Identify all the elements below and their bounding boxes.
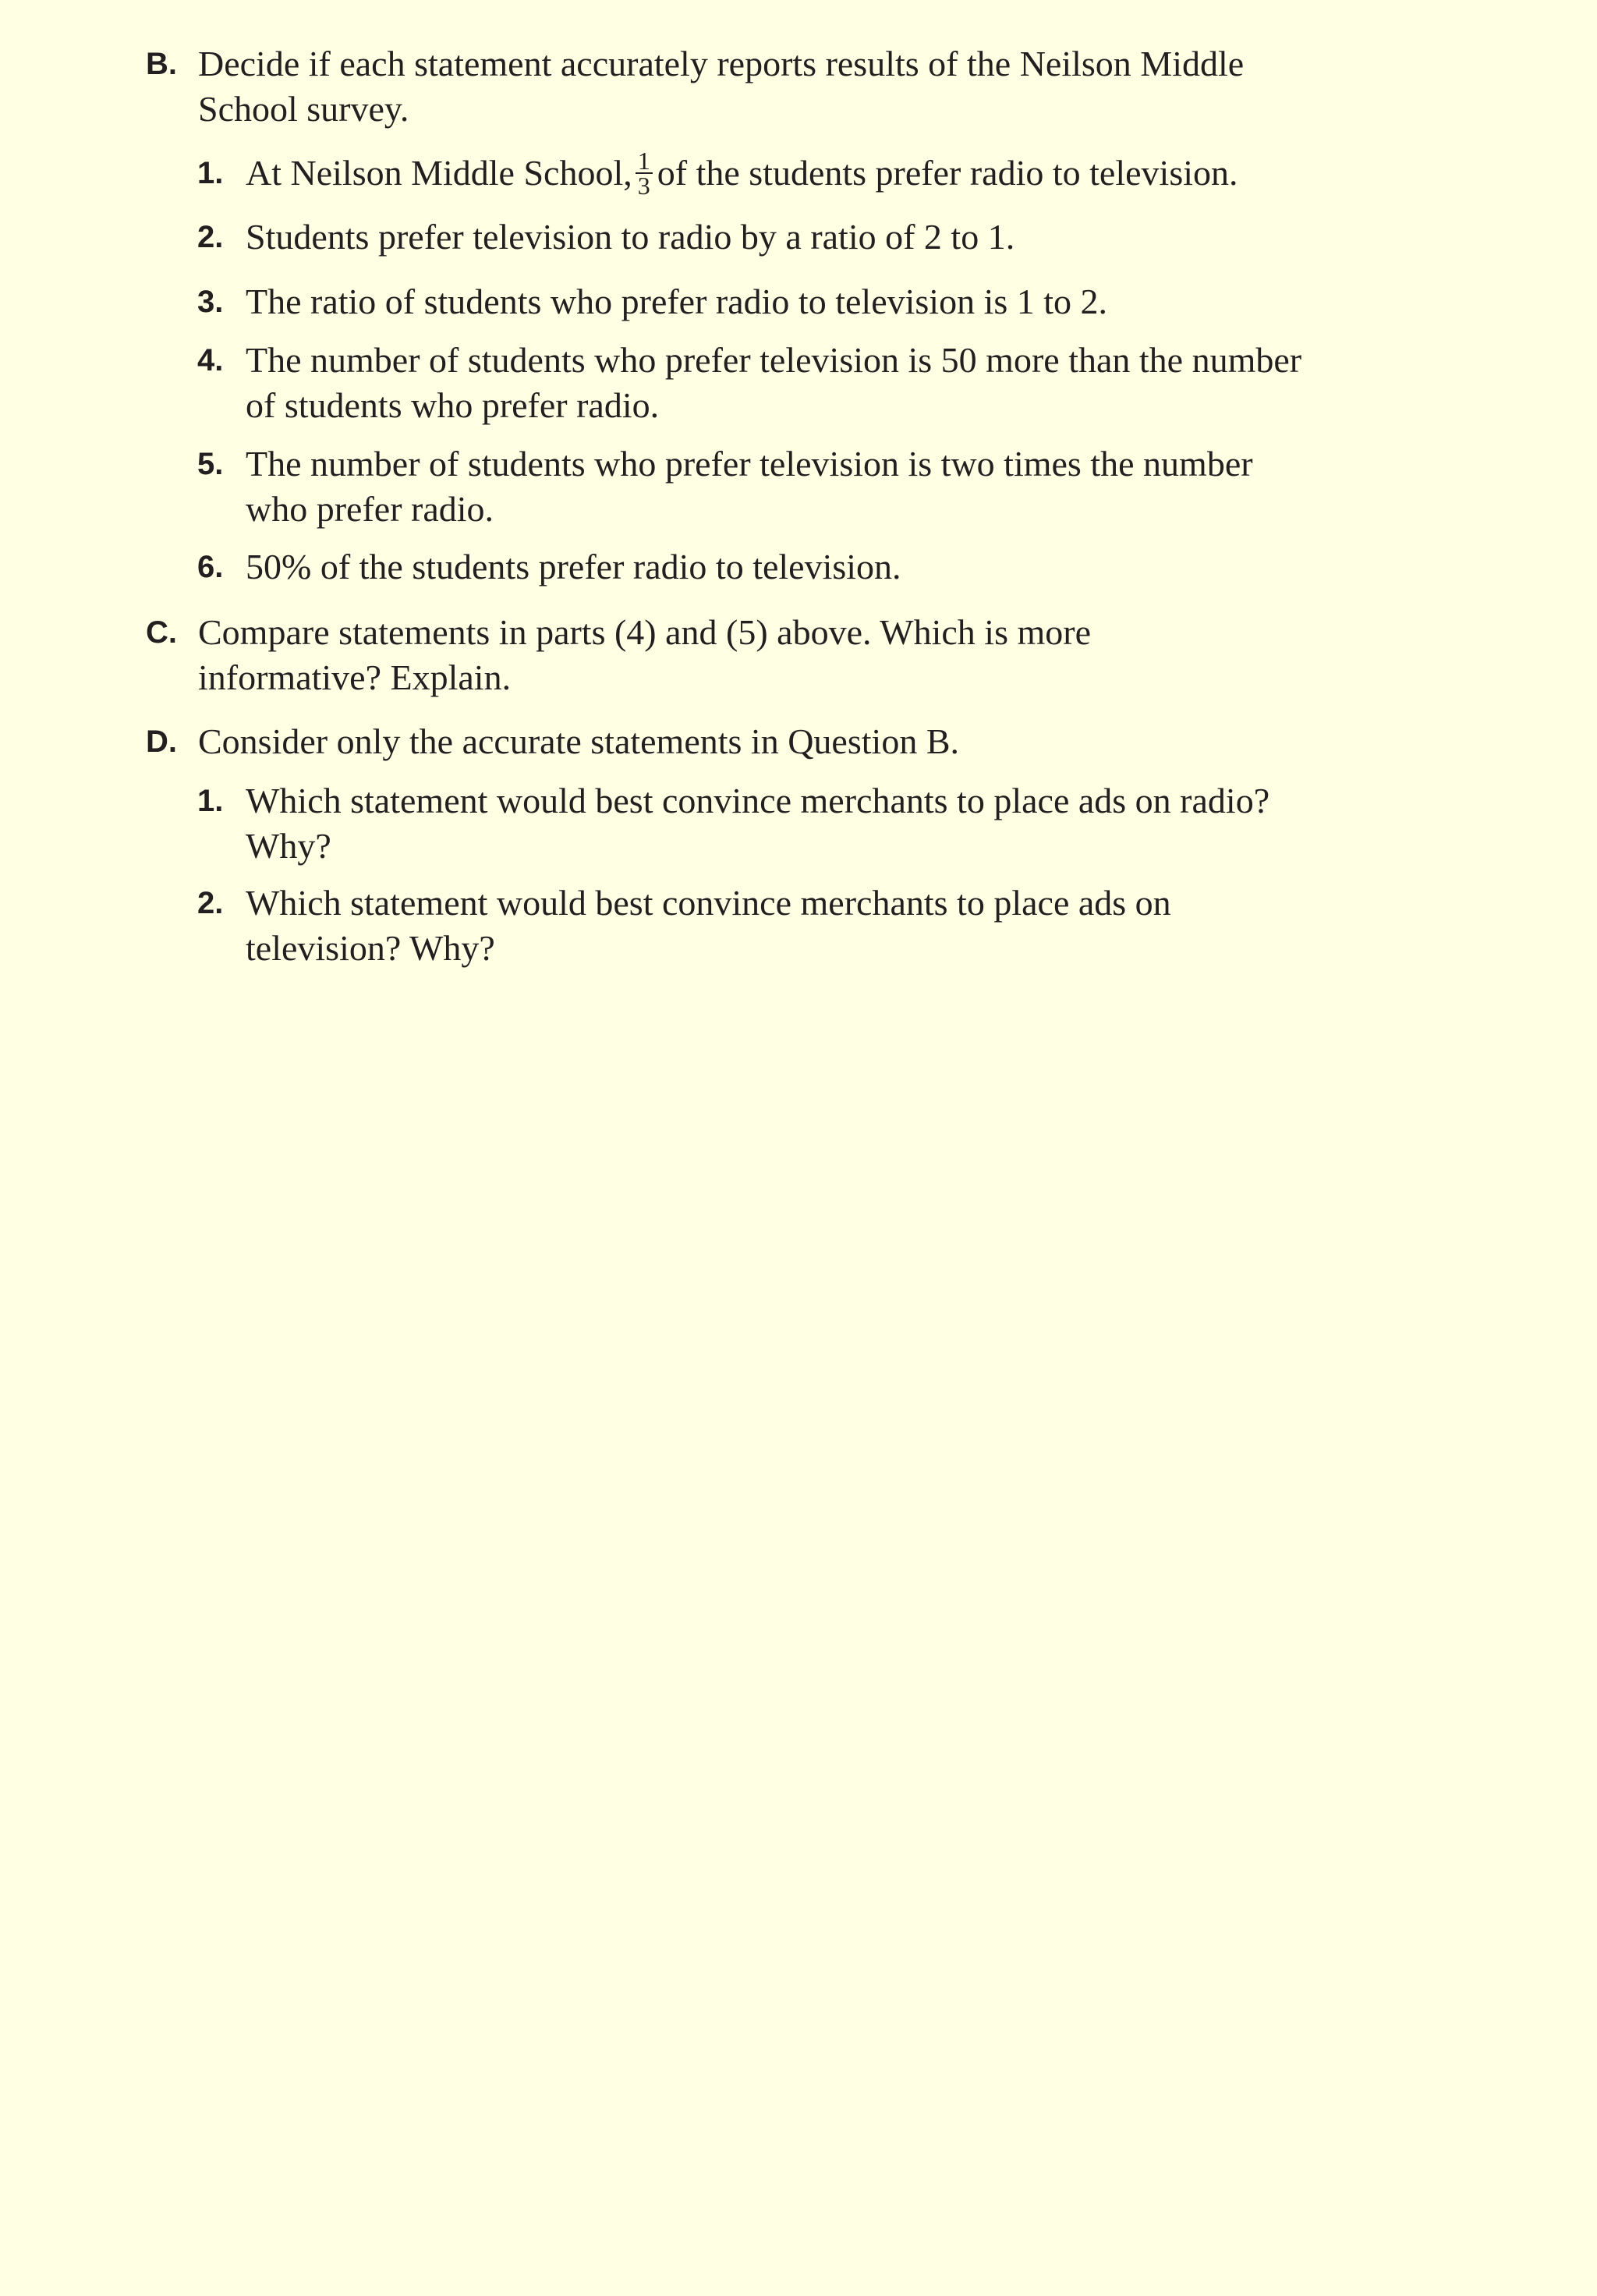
item-label: 2. bbox=[197, 886, 224, 920]
item-text: Which statement would best convince merchants to place ads on radio? Why? bbox=[246, 781, 1270, 866]
question-b-text: Decide if each statement accurately reports results of the Neilson Middle School survey. bbox=[198, 44, 1245, 129]
item-text: Students prefer television to radio by a ratio of 2 to 1. bbox=[246, 217, 1015, 257]
item-label: 5. bbox=[197, 447, 224, 481]
question-b-item-1 bbox=[197, 147, 1414, 200]
question-b-item-4 bbox=[197, 338, 1414, 428]
item-text-after: of the students prefer radio to television. bbox=[657, 153, 1238, 193]
question-c-label: C. bbox=[146, 615, 177, 650]
fraction-one-third bbox=[636, 147, 653, 200]
question-d-item-2 bbox=[197, 880, 1414, 971]
item-text: 50% of the students prefer radio to television. bbox=[246, 547, 901, 586]
question-d-label: D. bbox=[146, 725, 177, 759]
question-b-item-6 bbox=[197, 544, 1414, 590]
fraction-denominator: 3 bbox=[637, 172, 650, 200]
question-b-label: B. bbox=[146, 47, 177, 81]
item-label: 1. bbox=[197, 784, 224, 818]
item-label: 1. bbox=[197, 156, 224, 190]
item-label: 6. bbox=[197, 550, 224, 584]
question-b-item-2 bbox=[197, 214, 1414, 260]
item-label: 3. bbox=[197, 285, 224, 319]
question-d bbox=[146, 719, 1362, 764]
item-text-before: At Neilson Middle School, bbox=[246, 153, 632, 193]
item-text bbox=[246, 147, 1414, 200]
question-b bbox=[146, 41, 1362, 132]
item-text: Which statement would best convince merchants to place ads on television? Why? bbox=[246, 883, 1171, 968]
question-d-item-1 bbox=[197, 778, 1414, 869]
item-label: 4. bbox=[197, 343, 224, 377]
item-text: The ratio of students who prefer radio to television is 1 to 2. bbox=[246, 282, 1108, 321]
question-c-text: Compare statements in parts (4) and (5) above. Which is more informative? Explain. bbox=[198, 612, 1091, 697]
question-c bbox=[146, 610, 1362, 700]
question-b-item-3 bbox=[197, 279, 1414, 324]
question-d-text: Consider only the accurate statements in Question B. bbox=[198, 721, 959, 761]
item-label: 2. bbox=[197, 220, 224, 254]
fraction-numerator: 1 bbox=[636, 149, 653, 174]
item-text: The number of students who prefer television is 50 more than the number of students who prefer radio. bbox=[246, 340, 1302, 425]
question-b-item-5 bbox=[197, 441, 1414, 532]
item-text: The number of students who prefer television is two times the number who prefer radio. bbox=[246, 444, 1253, 529]
